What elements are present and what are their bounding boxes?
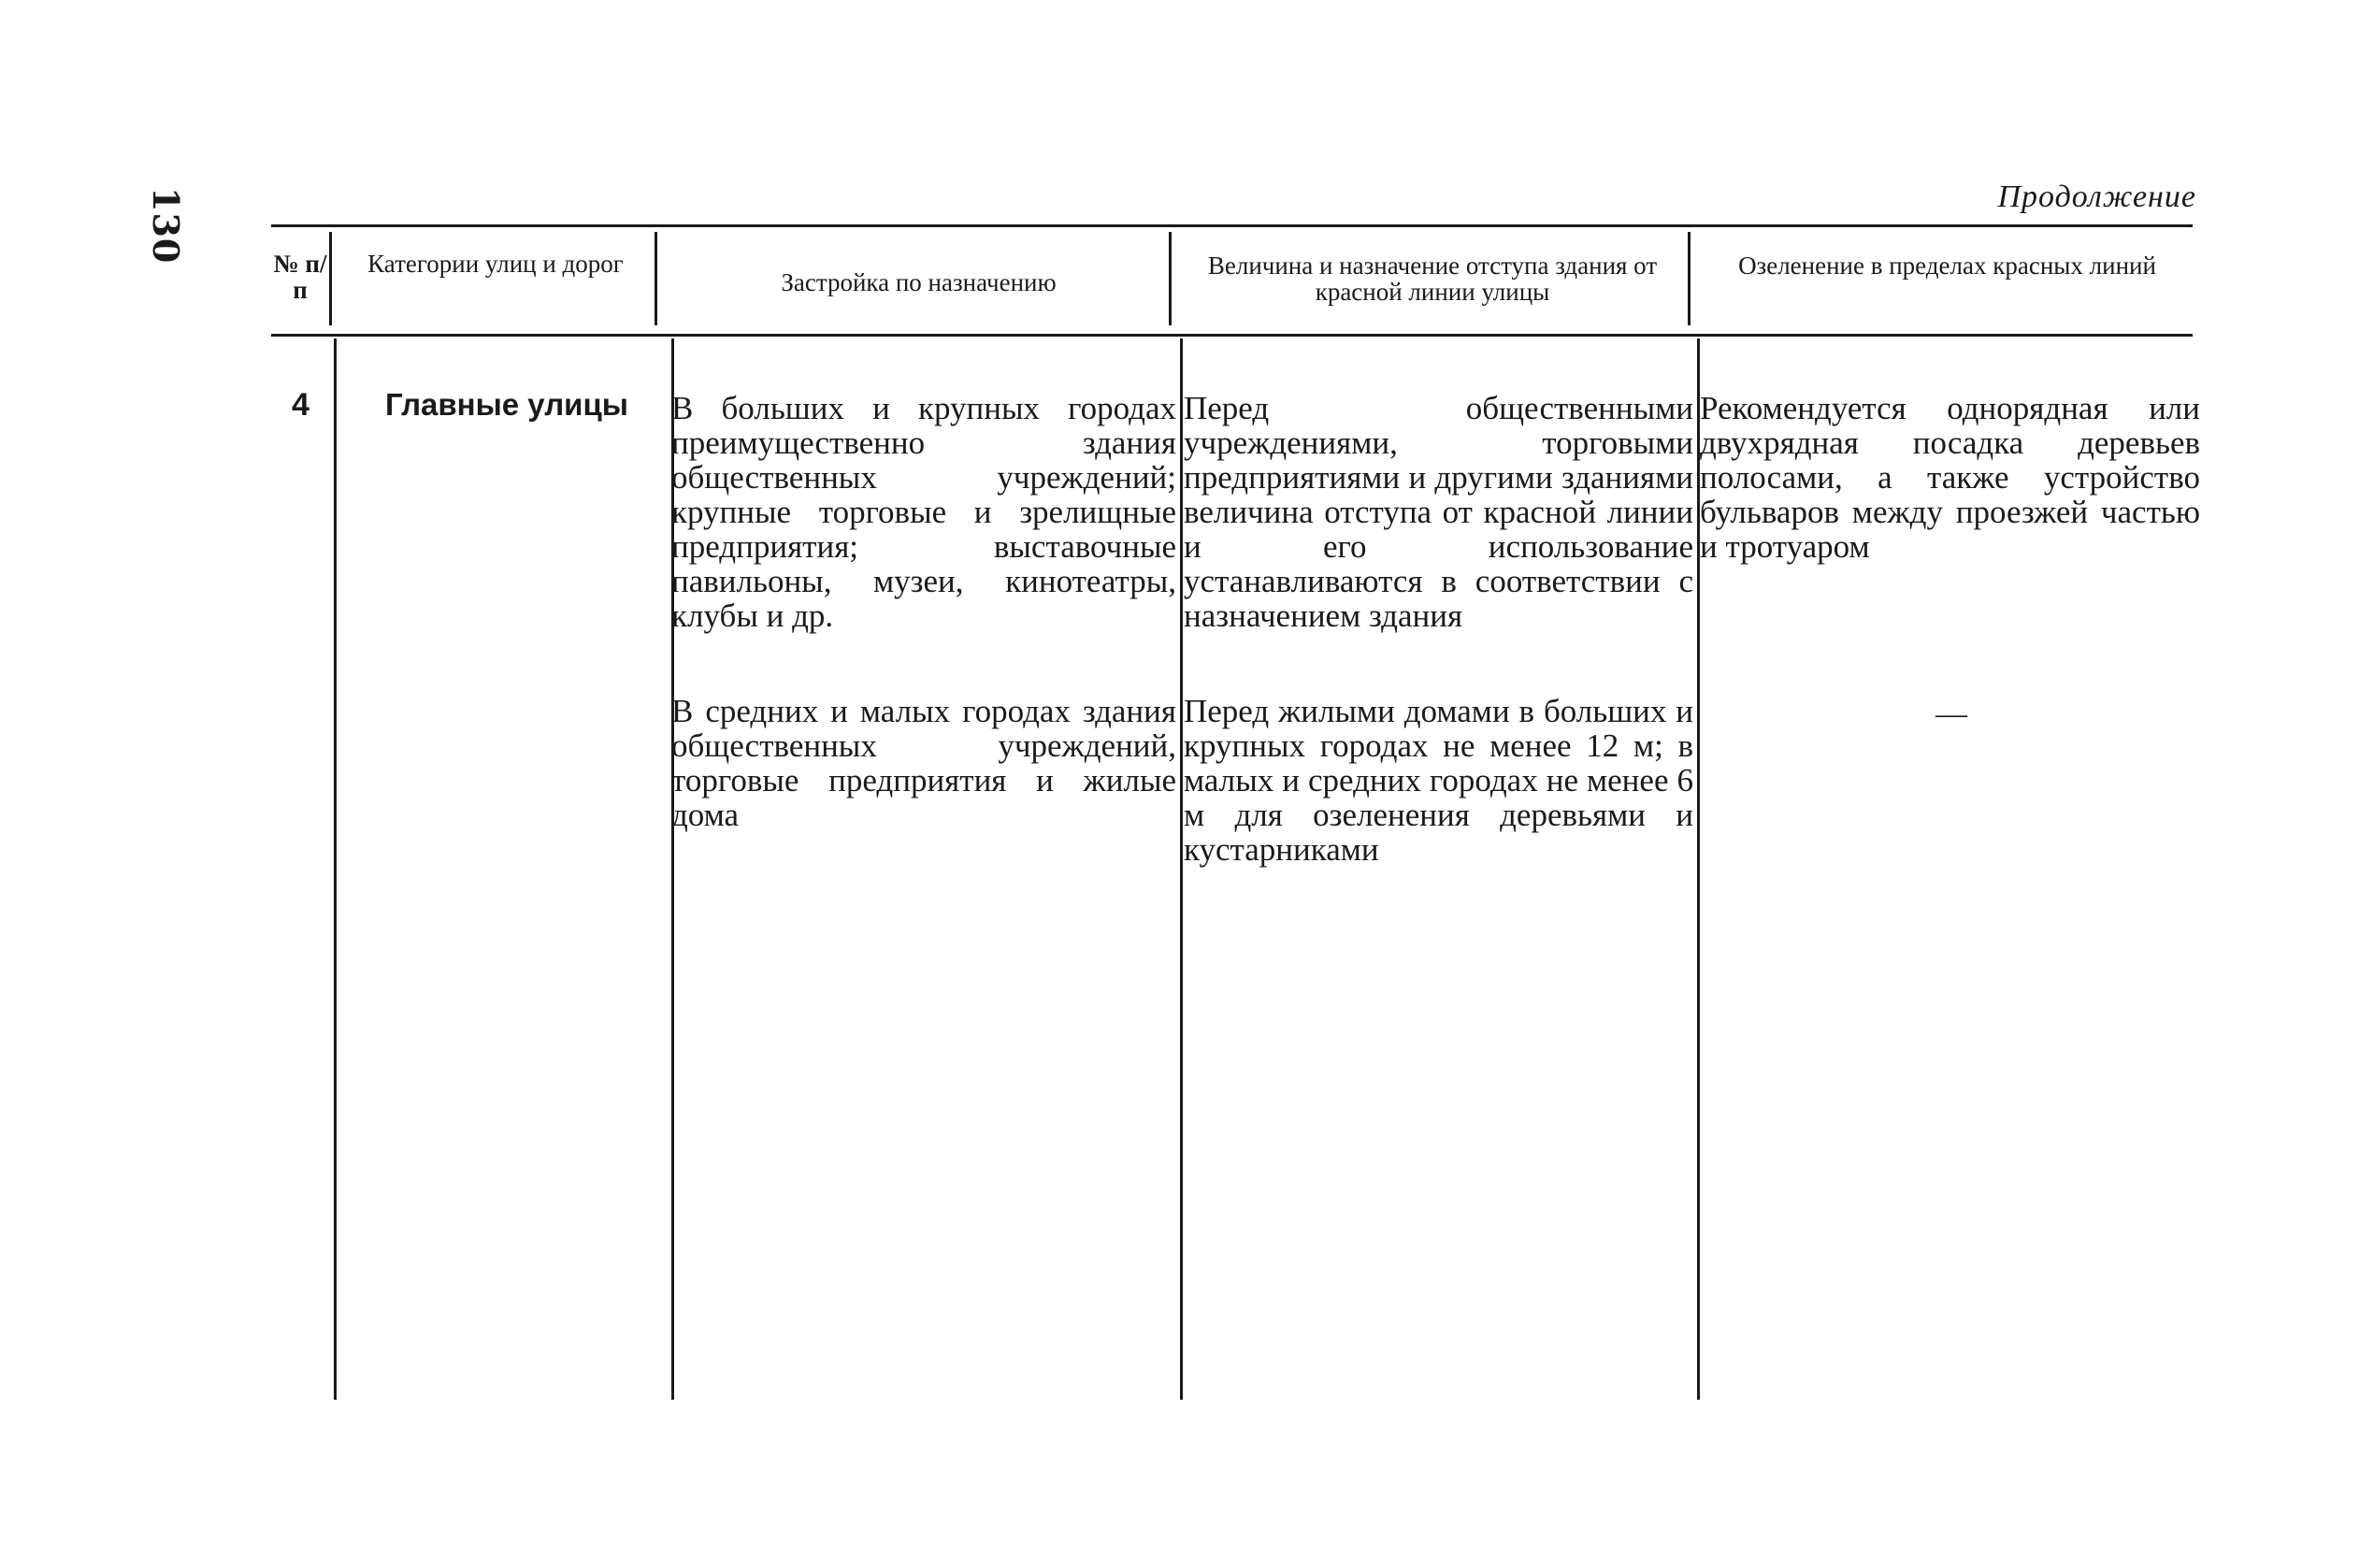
header-divider <box>1688 232 1691 325</box>
continuation-label: Продолжение <box>1997 180 2196 214</box>
greening-dash: — <box>1935 697 1967 731</box>
column-divider <box>334 338 337 1400</box>
header-greening: Озеленение в пределах красных линий <box>1738 252 2156 280</box>
row-number: 4 <box>292 387 309 423</box>
table-header-rule <box>271 334 2193 337</box>
building-text-2: В средних и малых городах здания общественных учреждений, торговые предприятия и жилые дома <box>671 693 1176 833</box>
header-num: № п/п <box>273 250 327 304</box>
building-text-1: В больших и крупных городах преимущественно здания общественных учреждений; крупные торговые и зрелищные предприятия; выставочные павильоны, музеи, кинотеатры, клубы и др. <box>671 390 1176 634</box>
header-building: Застройка по назначению <box>781 268 1057 296</box>
header-category: Категории улиц и дорог <box>367 250 624 278</box>
header-divider <box>655 232 657 325</box>
greening-text-1: Рекомендуется однорядная или двухрядная посадка деревьев полосами, а также устройство бульваров между проезжей частью и тротуаром <box>1700 390 2200 565</box>
column-divider <box>1180 338 1183 1400</box>
header-divider <box>1169 232 1172 325</box>
row-category: Главные улицы <box>385 387 628 422</box>
header-divider <box>329 232 332 325</box>
setback-text-2: Перед жилыми домами в больших и крупных городах не менее 12 м; в малых и средних городах не менее 6 м для озеленения деревьями и кустарниками <box>1184 693 1693 868</box>
header-setback: Величина и назначение отступа здания от красной линии улицы <box>1207 252 1658 306</box>
page-number: 130 <box>145 187 187 265</box>
table-top-rule <box>271 224 2193 227</box>
setback-text-1: Перед общественными учреждениями, торговыми предприятиями и другими зданиями величина отступа от красной линии и его использование устанавливаются в соответствии с назначением здания <box>1184 390 1693 634</box>
